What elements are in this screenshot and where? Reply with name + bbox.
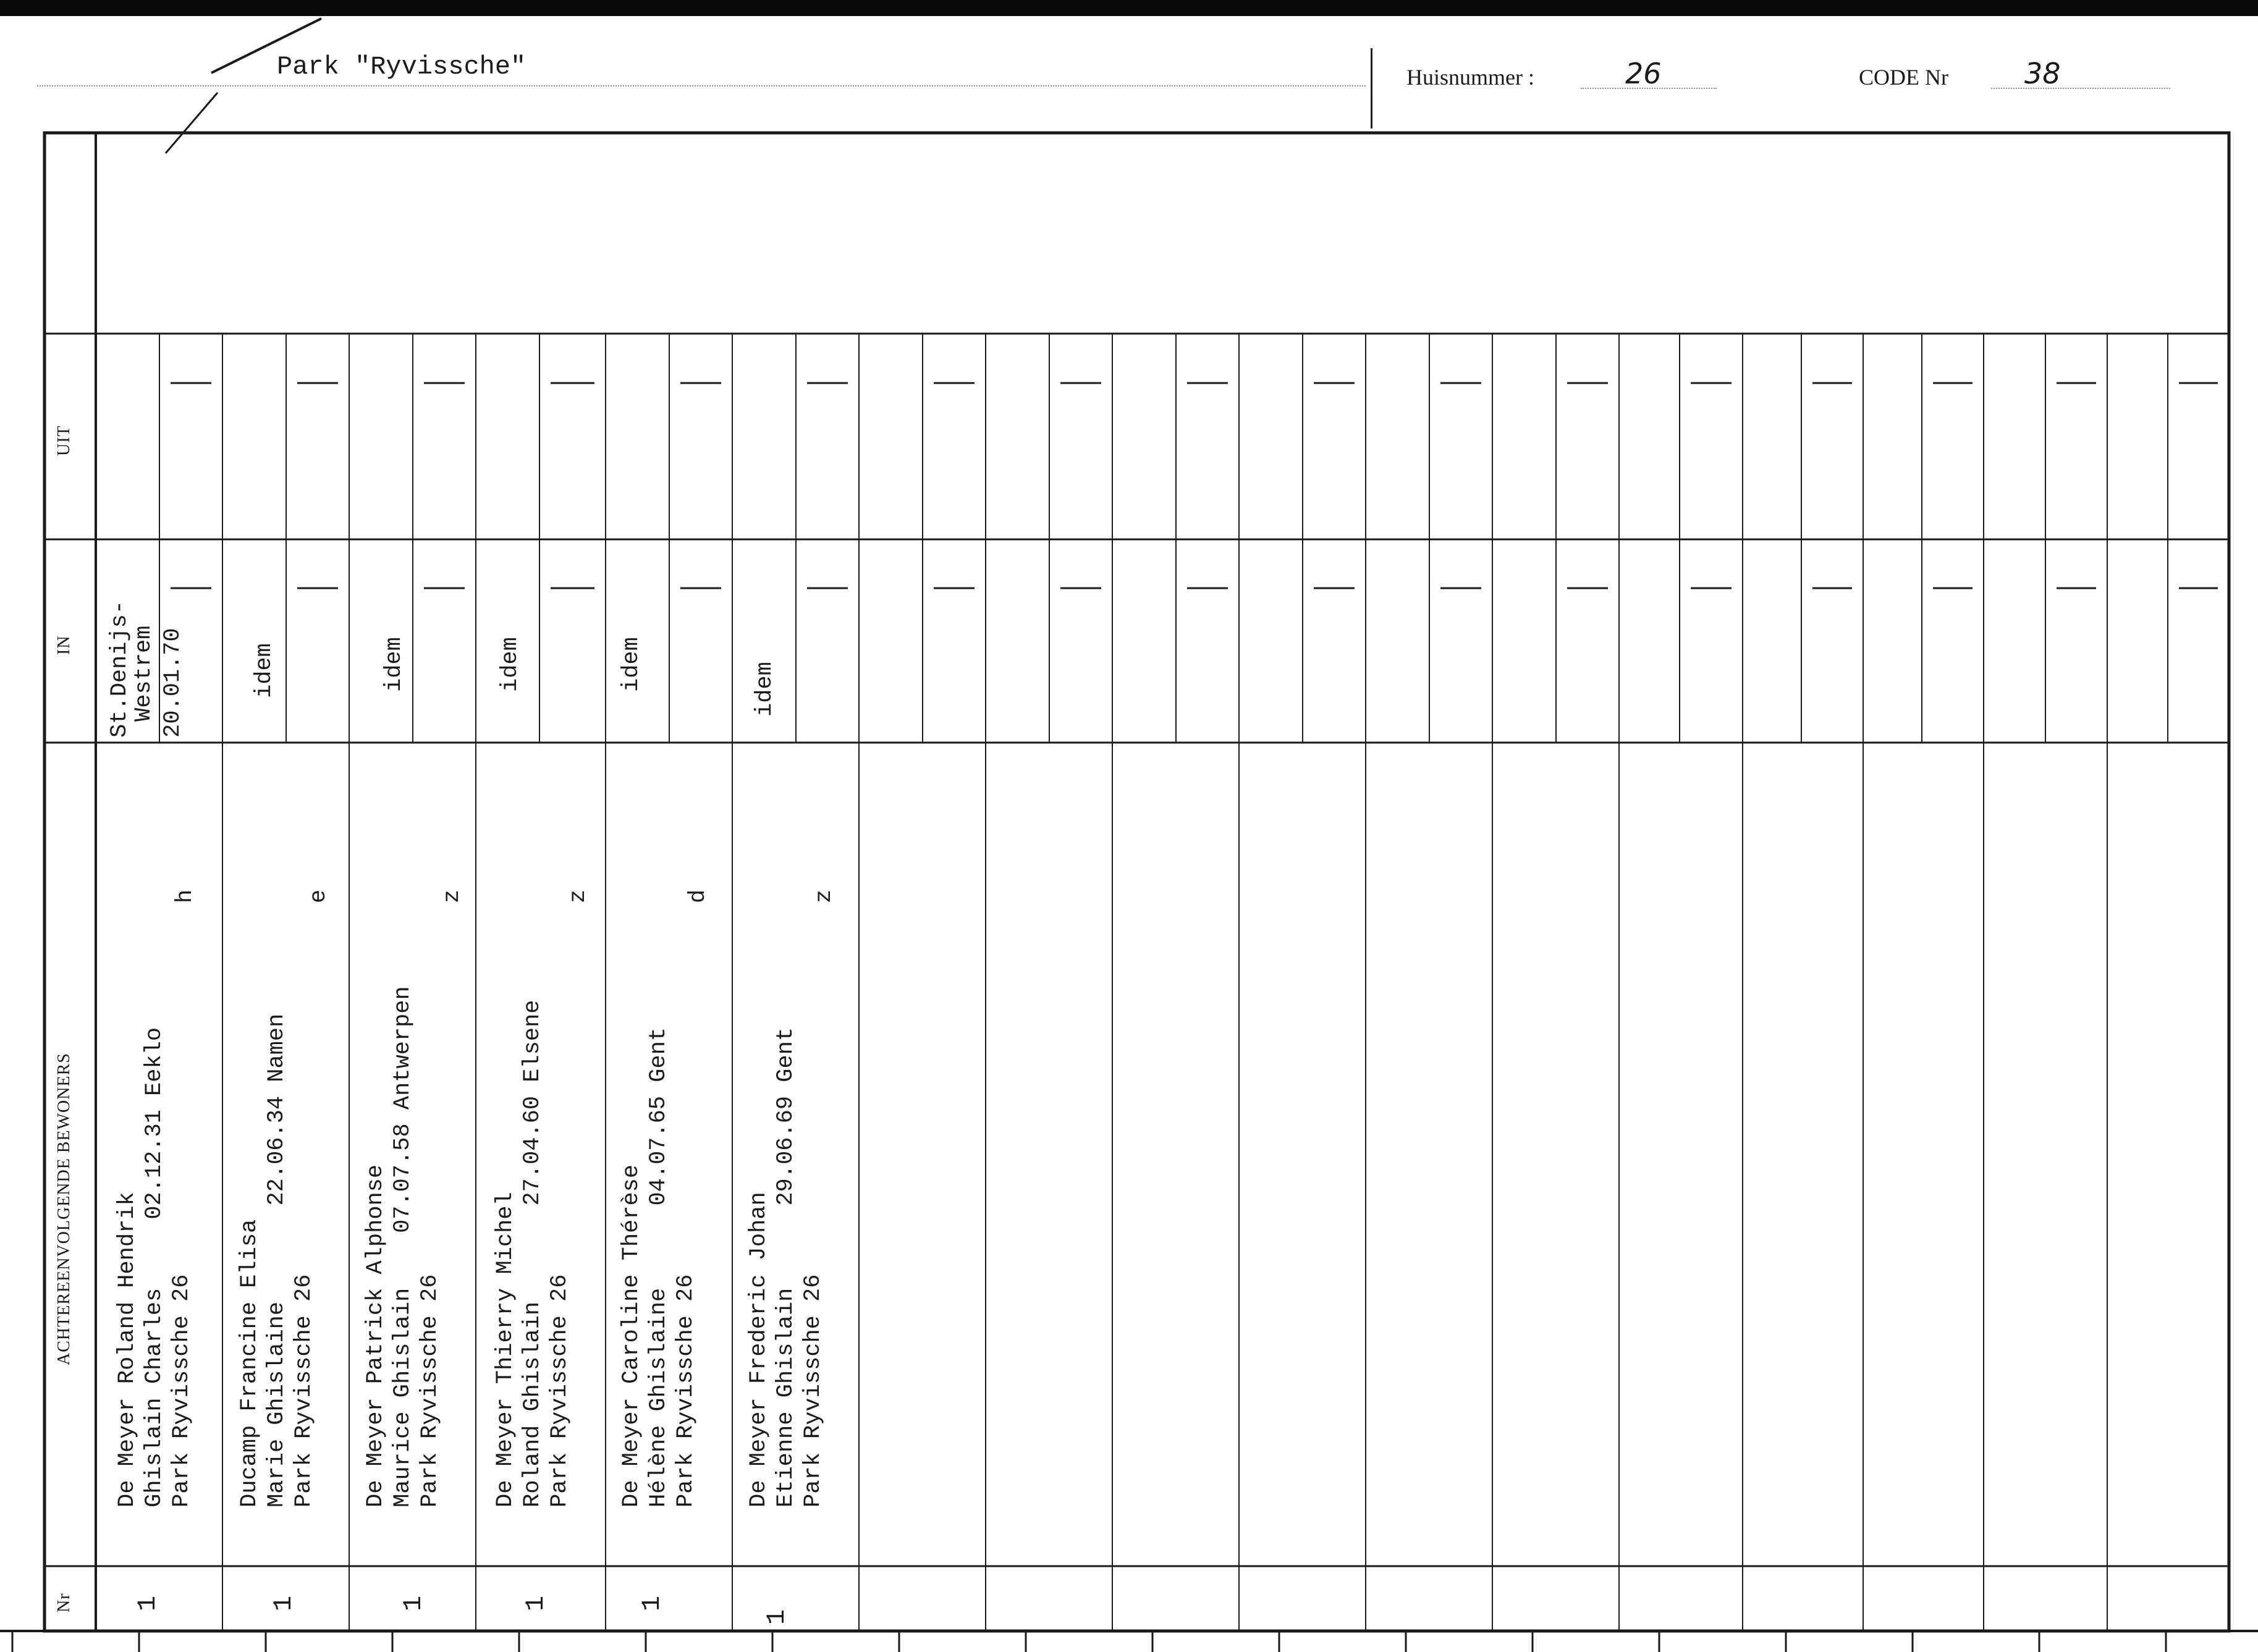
relation-code: z — [439, 889, 465, 903]
house-number-value: 26 — [1625, 57, 1662, 90]
in-origin-line1: St.Denijs- — [107, 600, 133, 738]
resident-name-line: De Meyer Caroline Thérèse — [619, 1164, 645, 1507]
resident-nr: 1 — [133, 1595, 163, 1611]
in-origin-line1: idem — [381, 637, 407, 692]
resident-nr: 1 — [637, 1595, 667, 1611]
pen-stroke — [211, 19, 321, 73]
relation-code: e — [306, 889, 332, 903]
relation-code: h — [172, 889, 198, 903]
relation-code: d — [685, 889, 711, 903]
resident-birth-line: Hélène Ghislaine 04.07.65 Gent — [646, 1027, 672, 1507]
resident-nr: 1 — [521, 1595, 551, 1611]
resident-birth-line: Ghislain Charles 02.12.31 Eeklo — [142, 1027, 167, 1507]
in-origin-line1: idem — [252, 643, 277, 698]
in-date: 20.01.70 — [160, 628, 186, 738]
resident-birth-line: Maurice Ghislain 07.07.58 Antwerpen — [390, 986, 416, 1507]
resident-address-line: Park Ryvissche 26 — [800, 1274, 826, 1507]
resident-name-line: De Meyer Thierry Michel — [493, 1192, 518, 1507]
relation-code: z — [811, 889, 837, 903]
resident-nr: 1 — [762, 1609, 792, 1625]
resident-name-line: De Meyer Frederic Johan — [746, 1192, 772, 1507]
resident-address-line: Park Ryvissche 26 — [417, 1274, 443, 1507]
code-label: CODE Nr — [1859, 65, 1948, 90]
resident-address-line: Park Ryvissche 26 — [673, 1274, 699, 1507]
in-column-label: IN — [54, 635, 74, 655]
location-title: Park "Ryvissche" — [277, 52, 526, 82]
resident-name-line: De Meyer Roland Hendrik — [114, 1192, 140, 1507]
resident-name-line: De Meyer Patrick Alphonse — [363, 1164, 389, 1507]
resident-address-line: Park Ryvissche 26 — [169, 1274, 195, 1507]
residents-column-label: ACHTEREENVOLGENDE BEWONERS — [54, 1053, 74, 1365]
pen-stroke-small — [166, 93, 218, 153]
resident-birth-line: Etienne Ghislain 29.06.69 Gent — [773, 1027, 799, 1507]
in-origin-line1: idem — [752, 662, 778, 717]
resident-birth-line: Roland Ghislain 27.04.60 Elsene — [520, 1000, 546, 1507]
in-origin-line1: idem — [497, 637, 523, 692]
house-number-label: Huisnummer : — [1406, 65, 1534, 90]
code-value: 38 — [2024, 57, 2061, 90]
resident-address-line: Park Ryvissche 26 — [547, 1274, 573, 1507]
resident-address-line: Park Ryvissche 26 — [291, 1274, 317, 1507]
relation-code: z — [565, 889, 591, 903]
in-origin-line2: Westrem — [131, 625, 157, 722]
resident-nr: 1 — [269, 1595, 298, 1611]
in-origin-line1: idem — [619, 637, 645, 692]
uit-column-label: UIT — [54, 425, 74, 456]
nr-column-label: Nr — [54, 1593, 74, 1612]
resident-nr: 1 — [399, 1595, 428, 1611]
resident-name-line: Ducamp Francine Elisa — [237, 1219, 263, 1507]
resident-birth-line: Marie Ghislaine 22.06.34 Namen — [264, 1013, 290, 1507]
